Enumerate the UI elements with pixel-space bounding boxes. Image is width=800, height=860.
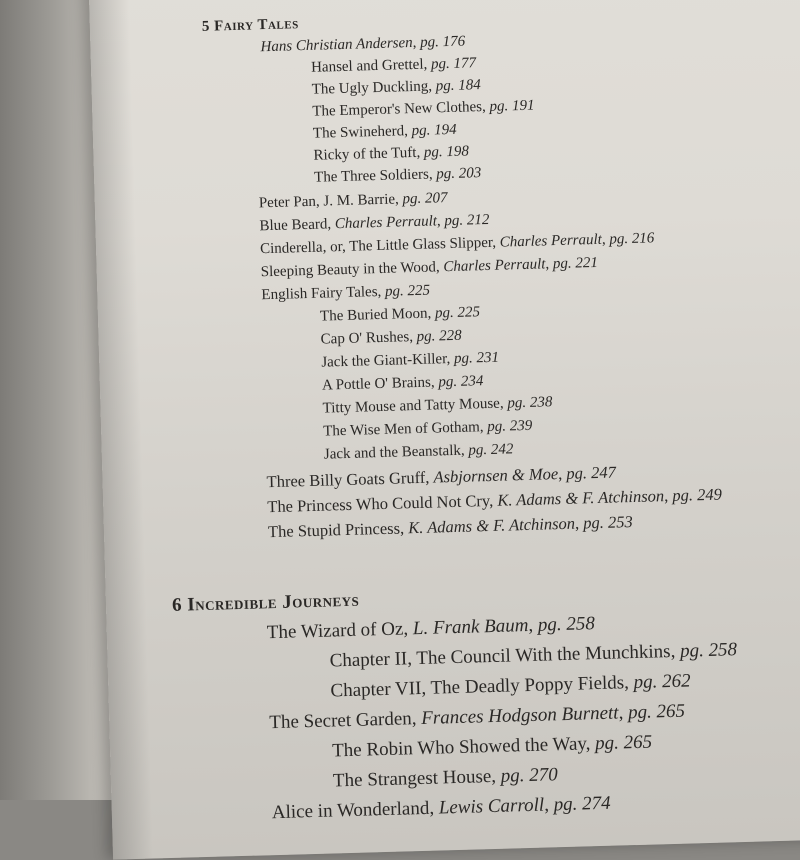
- toc-entry: Three Billy Goats Gruff, Asbjornsen & Moe, pg. 247: [266, 462, 617, 492]
- book-page: [88, 0, 800, 860]
- toc-entry: The Swineherd, pg. 194: [312, 121, 457, 142]
- entry-author: L. Frank Baum: [412, 614, 529, 640]
- entry-page: pg. 247: [566, 462, 617, 483]
- entry-page: pg. 225: [434, 304, 481, 322]
- entry-title: The Secret Garden: [269, 708, 413, 734]
- entry-author: Charles Perrault: [443, 256, 546, 276]
- entry-page: pg. 274: [553, 792, 611, 816]
- toc-entry: Ricky of the Tuft, pg. 198: [313, 143, 470, 164]
- table-of-contents: [88, 0, 800, 860]
- entry-author: Hans Christian Andersen: [260, 34, 413, 56]
- entry-title: Titty Mouse and Tatty Mouse: [322, 395, 501, 417]
- entry-title: The Swineherd: [312, 123, 405, 142]
- toc-entry: Titty Mouse and Tatty Mouse, pg. 238: [322, 394, 553, 417]
- entry-title: Chapter VII, The Deadly Poppy Fields: [330, 672, 625, 702]
- toc-entry: Chapter VII, The Deadly Poppy Fields, pg. 262: [330, 670, 691, 702]
- entry-title: The Wizard of Oz: [266, 618, 404, 644]
- entry-page: pg. 258: [679, 639, 738, 662]
- toc-entry: The Wizard of Oz, L. Frank Baum, pg. 258: [266, 613, 596, 644]
- entry-author: K. Adams & F. Atchinson: [407, 513, 576, 538]
- entry-title: The Buried Moon: [319, 305, 428, 325]
- entry-page: pg. 239: [487, 417, 533, 436]
- entry-title: English Fairy Tales: [261, 284, 378, 304]
- entry-page: pg. 234: [438, 373, 484, 391]
- toc-entry: Chapter II, The Council With the Munchkins, pg. 258: [329, 639, 738, 672]
- entry-title: The Robin Who Showed the Way: [331, 733, 586, 762]
- entry-title: The Strangest House: [332, 766, 492, 792]
- entry-author: Lewis Carroll: [438, 794, 545, 819]
- toc-entry: Jack and the Beanstalk, pg. 242: [323, 441, 514, 463]
- section-number: 6: [171, 594, 183, 616]
- entry-page: pg. 225: [384, 282, 431, 300]
- entry-page: pg. 238: [507, 394, 553, 412]
- entry-page: pg. 191: [489, 97, 535, 115]
- toc-entry: The Robin Who Showed the Way, pg. 265: [331, 731, 653, 762]
- entry-page: pg. 184: [435, 77, 482, 95]
- entry-page: pg. 177: [430, 55, 477, 73]
- entry-page: pg. 249: [672, 484, 723, 505]
- toc-entry: Hansel and Grettel, pg. 177: [310, 55, 477, 76]
- toc-entry: The Three Soldiers, pg. 203: [313, 165, 482, 186]
- entry-title: The Princess Who Could Not Cry: [267, 491, 490, 517]
- entry-page: pg. 216: [609, 230, 655, 248]
- entry-page: pg. 176: [419, 33, 466, 51]
- toc-entry: Peter Pan, J. M. Barrie, pg. 207: [258, 190, 448, 212]
- entry-page: pg. 262: [633, 670, 691, 694]
- entry-page: pg. 258: [537, 613, 596, 636]
- entry-title: The Emperor's New Clothes: [312, 99, 483, 120]
- entry-title: Cinderella, or, The Little Glass Slipper: [259, 234, 493, 258]
- entry-title: Three Billy Goats Gruff: [266, 467, 426, 492]
- entry-page: pg. 194: [411, 121, 457, 140]
- entry-title: Peter Pan, J. M. Barrie: [258, 191, 396, 212]
- toc-entry: Cap O' Rushes, pg. 228: [320, 327, 462, 348]
- entry-page: pg. 253: [583, 512, 634, 533]
- toc-entry: Jack the Giant-Killer, pg. 231: [321, 349, 500, 371]
- entry-title: Chapter II, The Council With the Munchkins: [329, 641, 671, 672]
- section-6-heading: [172, 590, 360, 617]
- entry-page: pg. 265: [627, 700, 686, 724]
- entry-title: Hansel and Grettel: [310, 56, 424, 76]
- entry-title: Alice in Wonderland: [271, 797, 430, 824]
- toc-entry: The Wise Men of Gotham, pg. 239: [323, 417, 533, 440]
- entry-page: pg. 198: [423, 143, 470, 161]
- entry-title: Jack and the Beanstalk: [323, 442, 462, 463]
- entry-author: Asbjornsen & Moe: [433, 464, 559, 487]
- entry-author: Charles Perrault: [499, 231, 603, 251]
- toc-entry: Hans Christian Andersen, pg. 176: [260, 33, 466, 56]
- entry-page: pg. 270: [500, 764, 559, 787]
- toc-entry: English Fairy Tales, pg. 225: [261, 282, 431, 304]
- section-title: Fairy Tales: [213, 16, 299, 35]
- toc-entry: Sleeping Beauty in the Wood, Charles Perrault, pg. 221: [260, 254, 599, 281]
- toc-entry: The Ugly Duckling, pg. 184: [311, 77, 482, 98]
- entry-author: Frances Hodgson Burnett: [420, 702, 619, 729]
- toc-entry: Alice in Wonderland, Lewis Carroll, pg. 274: [271, 792, 611, 824]
- entry-page: pg. 203: [436, 165, 482, 183]
- entry-page: pg. 221: [552, 254, 599, 273]
- entry-title: Blue Beard: [259, 216, 328, 235]
- entry-title: Ricky of the Tuft: [313, 144, 417, 164]
- entry-title: The Ugly Duckling: [311, 78, 429, 98]
- toc-entry: The Strangest House, pg. 270: [332, 764, 559, 792]
- entry-page: pg. 228: [416, 327, 462, 345]
- entry-author: Charles Perrault: [334, 213, 438, 233]
- toc-entry: Blue Beard, Charles Perrault, pg. 212: [259, 211, 490, 235]
- entry-page: pg. 265: [594, 731, 653, 755]
- toc-entry: A Pottle O' Brains, pg. 234: [321, 373, 484, 394]
- section-number: 5: [201, 18, 211, 35]
- entry-title: A Pottle O' Brains: [321, 374, 432, 394]
- entry-page: pg. 231: [453, 349, 500, 367]
- entry-title: Jack the Giant-Killer: [321, 351, 447, 371]
- entry-title: Sleeping Beauty in the Wood: [260, 259, 437, 281]
- entry-author: K. Adams & F. Atchinson: [497, 486, 665, 510]
- entry-page: pg. 207: [402, 190, 448, 208]
- entry-page: pg. 242: [468, 441, 514, 459]
- section-5-heading: [202, 16, 299, 36]
- toc-entry: The Emperor's New Clothes, pg. 191: [312, 97, 535, 120]
- toc-entry: The Princess Who Could Not Cry, K. Adams & F. Atchinson, pg. 249: [267, 484, 723, 517]
- toc-entry: Cinderella, or, The Little Glass Slipper, Charles Perrault, pg. 216: [259, 230, 655, 258]
- toc-entry: The Stupid Princess, K. Adams & F. Atchinson, pg. 253: [267, 512, 634, 542]
- entry-title: The Wise Men of Gotham: [323, 419, 481, 440]
- entry-title: The Three Soldiers: [313, 166, 430, 186]
- entry-title: The Stupid Princess: [267, 518, 401, 542]
- toc-entry: The Buried Moon, pg. 225: [319, 304, 481, 325]
- section-title: Incredible Journeys: [187, 589, 360, 616]
- entry-title: Cap O' Rushes: [320, 329, 410, 348]
- toc-entry: The Secret Garden, Frances Hodgson Burnett, pg. 265: [269, 700, 686, 734]
- entry-page: pg. 212: [444, 211, 490, 230]
